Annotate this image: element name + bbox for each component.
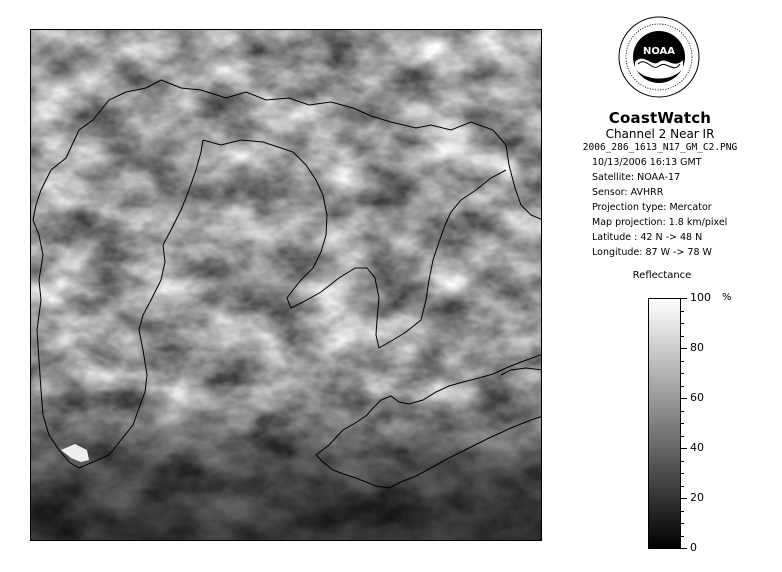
projection-label: Projection type: Mercator [592, 202, 712, 213]
scale-tick [681, 536, 684, 537]
scale-unit: % [722, 292, 732, 303]
scale-tick [681, 486, 684, 487]
scale-tick [681, 436, 684, 437]
satellite-map-svg [31, 30, 542, 541]
satellite-image [30, 29, 542, 541]
scale-tick-label: 80 [690, 341, 704, 354]
scale-tick-label: 20 [690, 491, 704, 504]
map-projection-label: Map projection: 1.8 km/pixel [592, 217, 728, 228]
scale-tick [681, 498, 687, 499]
noaa-seal-icon [618, 16, 700, 98]
scale-tick [681, 523, 684, 524]
scale-tick [681, 323, 684, 324]
scale-tick [681, 448, 687, 449]
scale-tick [681, 336, 684, 337]
scale-tick [681, 423, 684, 424]
latitude-label: Latitude : 42 N -> 48 N [592, 232, 703, 243]
scale-tick [681, 298, 687, 299]
longitude-label: Longitude: 87 W -> 78 W [592, 247, 712, 258]
scale-tick [681, 548, 687, 549]
info-panel [560, 110, 760, 260]
scale-tick-label: 60 [690, 391, 704, 404]
scale-tick [681, 473, 684, 474]
filename-label: 2006_286_1613_N17_GM_C2.PNG [582, 142, 738, 153]
scale-tick [681, 311, 684, 312]
scale-tick [681, 386, 684, 387]
scale-tick-label: 100 [690, 291, 711, 304]
sensor-label: Sensor: AVHRR [592, 187, 664, 198]
scale-tick [681, 411, 684, 412]
scale-tick [681, 398, 687, 399]
scale-tick-label: 40 [690, 441, 704, 454]
scale-tick [681, 348, 687, 349]
scale-tick [681, 361, 684, 362]
satellite-label: Satellite: NOAA-17 [592, 172, 681, 183]
scale-tick [681, 373, 684, 374]
scale-tick [681, 461, 684, 462]
app-title: CoastWatch [608, 109, 712, 127]
shadow-layer [31, 30, 542, 541]
date-time-label: 10/13/2006 16:13 GMT [592, 157, 702, 168]
scale-title: Reflectance [632, 270, 692, 281]
channel-label: Channel 2 Near IR [605, 127, 715, 141]
reflectance-scale-bar [648, 298, 681, 549]
scale-tick [681, 511, 684, 512]
noaa-logo [618, 16, 700, 98]
noaa-logo-text: NOAA [642, 46, 676, 57]
scale-tick-label: 0 [690, 541, 697, 554]
